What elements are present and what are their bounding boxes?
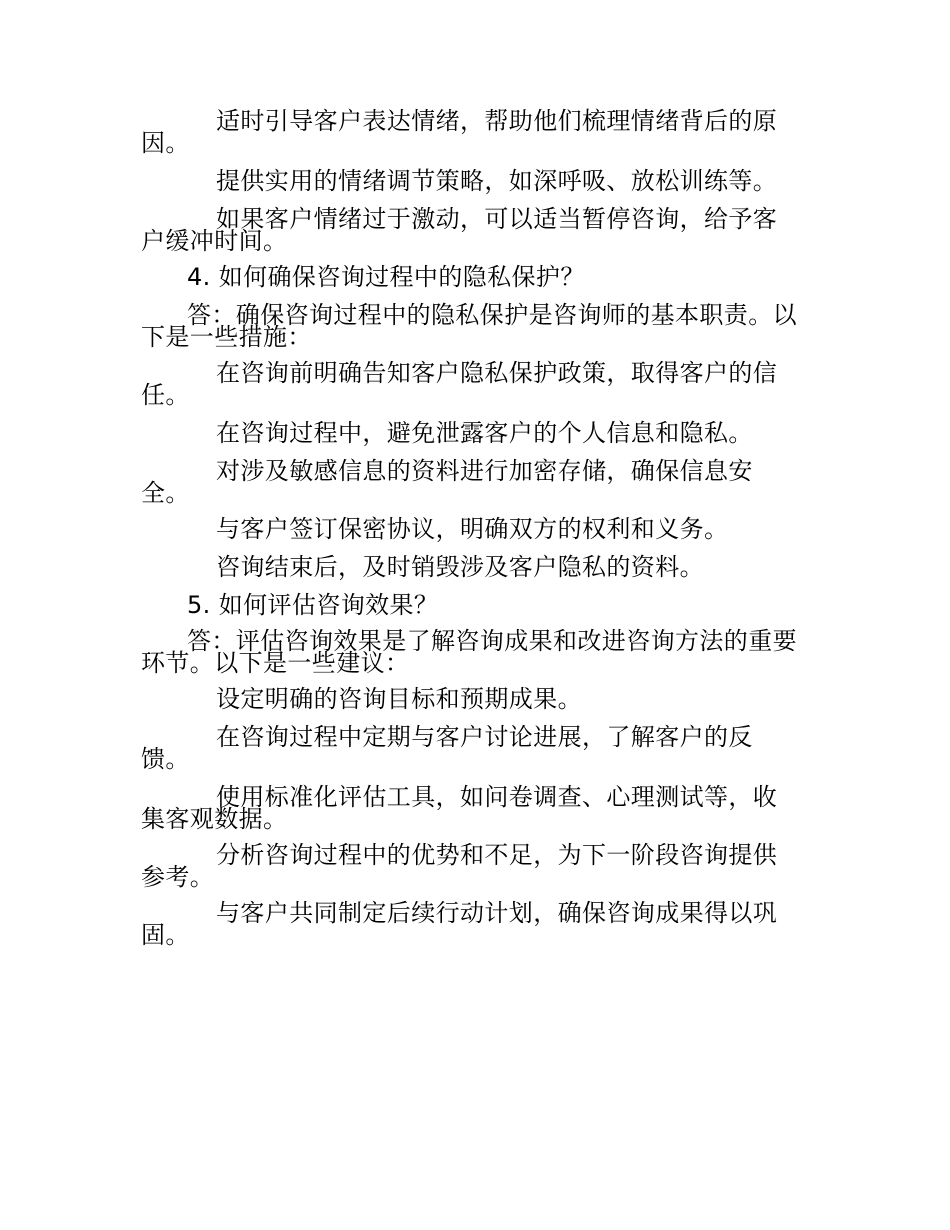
bullet-paragraph: 咨询结束后，及时销毁涉及客户隐私的资料。: [216, 553, 704, 581]
bullet-paragraph: 在咨询过程中，避免泄露客户的个人信息和隐私。: [216, 419, 753, 447]
bullet-paragraph: 在咨询过程中定期与客户讨论进展，了解客户的反馈。: [141, 723, 753, 773]
answer-paragraph: 答：评估咨询效果是了解咨询成果和改进咨询方法的重要环节。以下是一些建议：: [141, 627, 797, 677]
bullet-paragraph: 设定明确的咨询目标和预期成果。: [216, 685, 582, 713]
question-heading: 5. 如何评估咨询效果？: [187, 591, 439, 619]
bullet-paragraph: 在咨询前明确告知客户隐私保护政策，取得客户的信任。: [141, 359, 778, 409]
bullet-paragraph: 使用标准化评估工具，如问卷调查、心理测试等，收集客观数据。: [141, 783, 778, 833]
question-heading: 4. 如何确保咨询过程中的隐私保护？: [187, 263, 585, 291]
answer-paragraph: 答：确保咨询过程中的隐私保护是咨询师的基本职责。以下是一些措施：: [141, 301, 797, 351]
bullet-paragraph: 分析咨询过程中的优势和不足，为下一阶段咨询提供参考。: [141, 841, 778, 891]
bullet-paragraph: 对涉及敏感信息的资料进行加密存储，确保信息安全。: [141, 457, 753, 507]
bullet-paragraph: 适时引导客户表达情绪，帮助他们梳理情绪背后的原因。: [141, 107, 778, 157]
bullet-paragraph: 如果客户情绪过于激动，可以适当暂停咨询，给予客户缓冲时间。: [141, 205, 778, 255]
bullet-paragraph: 与客户签订保密协议，明确双方的权利和义务。: [216, 515, 729, 543]
bullet-paragraph: 提供实用的情绪调节策略，如深呼吸、放松训练等。: [216, 167, 778, 195]
bullet-paragraph: 与客户共同制定后续行动计划，确保咨询成果得以巩固。: [141, 899, 778, 949]
